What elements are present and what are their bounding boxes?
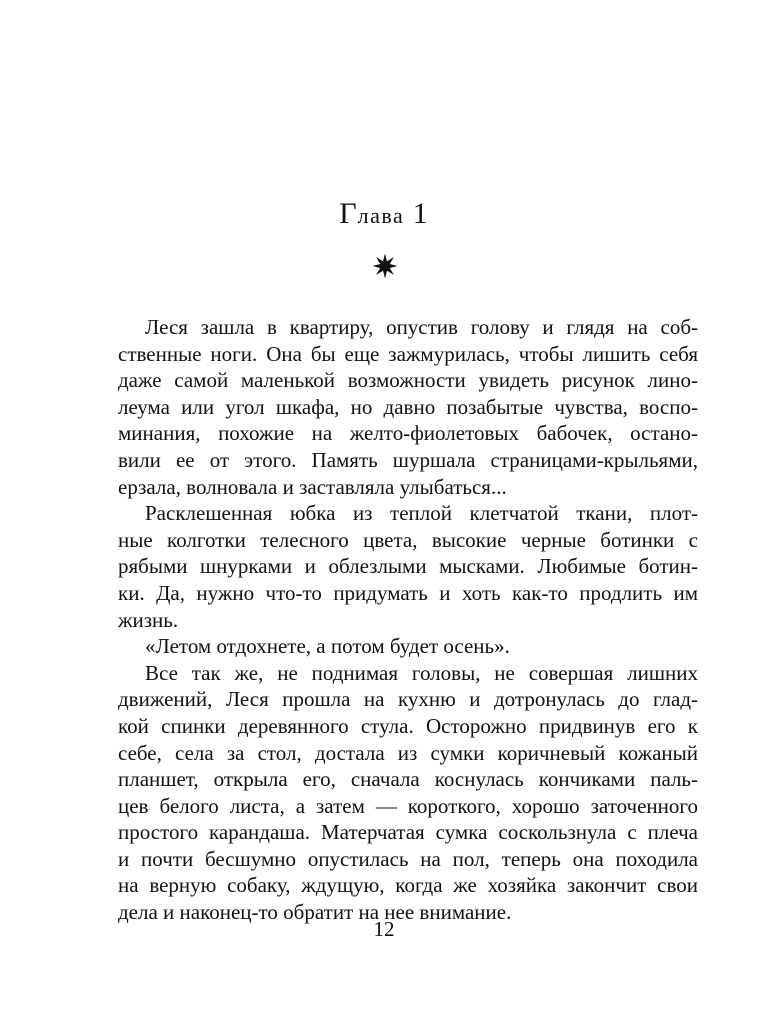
text-line: вили ее от этого. Память шуршала страницами-крыльями, [118, 447, 698, 472]
text-line: ные колготки телесного цвета, высокие черные ботинки с [118, 527, 698, 552]
paragraph-1 [118, 314, 698, 500]
chapter-title [0, 196, 768, 234]
text-line: Леся зашла в квартиру, опустив голову и глядя на соб- [145, 315, 698, 339]
text-line: кой спинки деревянного стула. Осторожно придвинув его к [118, 713, 698, 738]
text-body [118, 314, 698, 926]
text-line: планшет, открыла его, сначала коснулась кончиками паль- [118, 767, 698, 792]
text-line: простого карандаша. Матерчатая сумка соскользнула с плеча [118, 820, 698, 845]
text-line: себе, села за стол, достала из сумки коричневый кожаный [118, 740, 698, 765]
chapter-title-rest: лава [357, 203, 405, 228]
text-line: ерзала, волновала и заставляла улыбаться... [118, 474, 507, 499]
text-line: ственные ноги. Она бы еще зажмурилась, чтобы лишить себя [118, 341, 698, 366]
paragraph-4 [118, 660, 698, 926]
page-number: 12 [373, 917, 395, 941]
text-line: жизнь. [118, 607, 179, 632]
text-line: ки. Да, нужно что-то придумать и хоть как-то продлить им [118, 580, 698, 605]
text-line: леума или угол шкафа, но давно позабытые чувства, воспо- [118, 394, 698, 419]
paragraph-2 [118, 500, 698, 633]
text-line: дела и наконец-то обратит на нее внимание. [118, 900, 512, 925]
text-line: на верную собаку, ждущую, когда же хозяйка закончит свои [118, 873, 698, 898]
paragraph-3 [118, 633, 698, 660]
text-line: Все так же, не поднимая головы, не совершая лишних [145, 660, 698, 685]
chapter-number: 1 [412, 197, 429, 230]
text-line: и почти бесшумно опустилась на пол, теперь она походила [118, 846, 698, 871]
eight-point-star-icon [372, 253, 398, 279]
text-line: движений, Леся прошла на кухню и дотронулась до глад- [118, 687, 698, 712]
text-line: «Летом отдохнете, а потом будет осень». [145, 634, 510, 659]
text-line: рябыми шнурками и облезлыми мысками. Любимые ботин- [118, 554, 698, 579]
chapter-title-initial: Г [339, 197, 358, 230]
text-line: минания, похожие на желто-фиолетовых бабочек, остано- [118, 421, 698, 446]
text-line: даже самой маленькой возможности увидеть рисунок лино- [118, 368, 698, 393]
text-line: Расклешенная юбка из теплой клетчатой ткани, плот- [145, 501, 698, 526]
text-line: цев белого листа, а затем — короткого, хорошо заточенного [118, 793, 698, 818]
